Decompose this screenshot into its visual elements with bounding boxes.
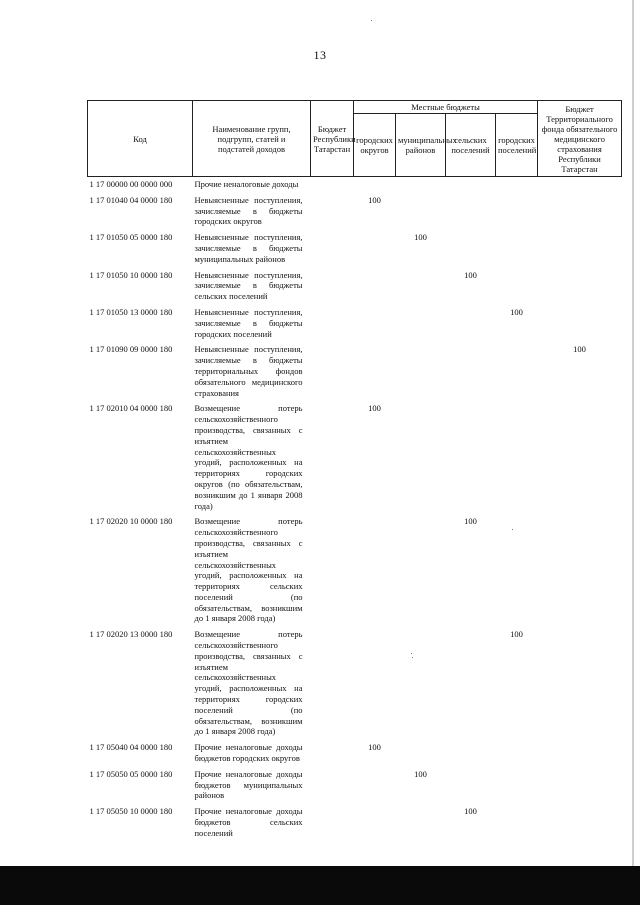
row-code: 1 17 05050 05 0000 180: [89, 768, 173, 779]
row-rural-settlements-value: 100: [464, 269, 477, 280]
row-health-fund-value: [538, 627, 622, 740]
row-municipal-districts-value: [396, 514, 446, 627]
table-body: [88, 177, 622, 842]
row-name: Невыясненные поступления, зачисляемые в бюджеты городских округов: [194, 194, 303, 227]
table-row: [88, 627, 622, 740]
row-city-districts-value: [354, 305, 396, 342]
row-name: Прочие неналоговые доходы бюджетов муниципальных районов: [194, 768, 303, 801]
table-row: [88, 193, 622, 230]
row-city-districts-value: [354, 514, 396, 627]
row-rural-settlements-value: [446, 627, 496, 740]
row-health-fund-value: [538, 401, 622, 514]
row-code: 1 17 02010 04 0000 180: [89, 403, 173, 414]
row-municipal-districts-value: [396, 740, 446, 767]
row-city-districts-value: [354, 177, 396, 193]
row-health-fund-value: [538, 740, 622, 767]
table-row: [88, 740, 622, 767]
row-health-fund-value: [538, 305, 622, 342]
row-urban-settlements-value: 100: [510, 629, 523, 640]
row-urban-settlements-value: [496, 514, 538, 627]
row-city-districts-value: [354, 268, 396, 305]
row-health-fund-value: [538, 193, 622, 230]
row-code: 1 17 01050 05 0000 180: [89, 232, 173, 243]
row-name: Возмещение потерь сельскохозяйственного производства, связанных с изъятием сельскохозяйственных угодий, расположенных на территориях сельских поселений (по обязательствам, возникшим до 1 января 2008 года): [194, 516, 303, 624]
row-republic-value: [311, 342, 354, 401]
row-health-fund-value: 100: [573, 344, 586, 355]
table-header: [88, 101, 622, 177]
row-city-districts-value: [354, 342, 396, 401]
row-city-districts-value: 100: [368, 742, 381, 753]
row-urban-settlements-value: [496, 767, 538, 804]
row-municipal-districts-value: [396, 305, 446, 342]
scan-bottom-border: [0, 866, 640, 905]
row-health-fund-value: [538, 177, 622, 193]
row-health-fund-value: [538, 767, 622, 804]
header-rural-settlements: сельских поселений: [446, 114, 496, 177]
scan-speck: [512, 529, 513, 530]
row-republic-value: [311, 305, 354, 342]
header-code: Код: [88, 101, 193, 177]
scan-speck: [371, 20, 372, 21]
row-city-districts-value: [354, 804, 396, 841]
row-rural-settlements-value: [446, 401, 496, 514]
row-name: Невыясненные поступления, зачисляемые в бюджеты городских поселений: [194, 306, 303, 339]
row-urban-settlements-value: [496, 342, 538, 401]
row-municipal-districts-value: [396, 268, 446, 305]
row-name: Прочие неналоговые доходы бюджетов городских округов: [194, 742, 303, 764]
row-name: Невыясненные поступления, зачисляемые в бюджеты муниципальных районов: [194, 232, 303, 264]
row-city-districts-value: 100: [368, 194, 381, 205]
row-republic-value: [311, 230, 354, 267]
row-republic-value: [311, 401, 354, 514]
header-local-budgets: Местные бюджеты: [354, 101, 538, 114]
row-code: 1 17 01090 09 0000 180: [89, 344, 173, 355]
header-urban-settlements: городских поселений: [496, 114, 538, 177]
row-republic-value: [311, 740, 354, 767]
row-urban-settlements-value: 100: [510, 306, 523, 317]
row-name: Прочие неналоговые доходы бюджетов сельских поселений: [194, 806, 303, 838]
row-republic-value: [311, 627, 354, 740]
row-urban-settlements-value: [496, 740, 538, 767]
row-urban-settlements-value: [496, 177, 538, 193]
header-name: Наименование групп, подгрупп, статей и подстатей доходов: [193, 101, 311, 177]
row-urban-settlements-value: [496, 230, 538, 267]
row-code: 1 17 01040 04 0000 180: [89, 194, 173, 205]
row-urban-settlements-value: [496, 401, 538, 514]
row-health-fund-value: [538, 514, 622, 627]
row-municipal-districts-value: 100: [414, 768, 427, 779]
row-code: 1 17 01050 13 0000 180: [89, 306, 173, 317]
row-republic-value: [311, 767, 354, 804]
scan-speck: [411, 653, 412, 654]
row-rural-settlements-value: [446, 230, 496, 267]
table-row: [88, 230, 622, 267]
table-row: [88, 342, 622, 401]
row-name: Невыясненные поступления, зачисляемые в бюджеты сельских поселений: [194, 269, 303, 302]
row-code: 1 17 00000 00 0000 000: [89, 179, 173, 189]
table-row: [88, 268, 622, 305]
header-health-fund-budget: Бюджет Территориального фонда обязательного медицинского страхования Республики Татарстан: [538, 101, 622, 177]
row-city-districts-value: [354, 230, 396, 267]
revenue-table-wrapper: [87, 100, 621, 842]
row-urban-settlements-value: [496, 268, 538, 305]
row-name: Невыясненные поступления, зачисляемые в бюджеты территориальных фондов обязательного медицинского страхования: [194, 344, 303, 398]
row-urban-settlements-value: [496, 193, 538, 230]
table-row: [88, 177, 622, 193]
row-republic-value: [311, 193, 354, 230]
row-municipal-districts-value: 100: [414, 232, 427, 243]
header-republic-budget: Бюджет Республики Татарстан: [311, 101, 354, 177]
row-health-fund-value: [538, 268, 622, 305]
table-row: [88, 401, 622, 514]
row-republic-value: [311, 514, 354, 627]
row-municipal-districts-value: [396, 401, 446, 514]
row-republic-value: [311, 804, 354, 841]
row-municipal-districts-value: [396, 177, 446, 193]
row-republic-value: [311, 177, 354, 193]
table-row: [88, 767, 622, 804]
page-number: 13: [313, 48, 327, 62]
row-city-districts-value: [354, 627, 396, 740]
row-code: 1 17 02020 10 0000 180: [89, 516, 173, 527]
row-city-districts-value: [354, 767, 396, 804]
row-municipal-districts-value: [396, 342, 446, 401]
table-row: [88, 305, 622, 342]
row-name: Возмещение потерь сельскохозяйственного производства, связанных с изъятием сельскохозяйственных угодий, расположенных на территориях городских поселений (по обязательствам, возникшим до 1 января 2008 года): [194, 629, 303, 737]
row-rural-settlements-value: [446, 342, 496, 401]
row-name: Прочие неналоговые доходы: [194, 179, 299, 189]
row-municipal-districts-value: [396, 627, 446, 740]
table-row: [88, 804, 622, 841]
row-code: 1 17 05050 10 0000 180: [89, 806, 173, 817]
row-code: 1 17 02020 13 0000 180: [89, 629, 173, 640]
row-health-fund-value: [538, 230, 622, 267]
revenue-distribution-table: [87, 100, 622, 842]
header-city-districts: городских округов: [354, 114, 396, 177]
scan-speck: [412, 657, 413, 658]
row-code: 1 17 01050 10 0000 180: [89, 269, 173, 280]
table-row: [88, 514, 622, 627]
scan-edge: [632, 0, 634, 866]
row-health-fund-value: [538, 804, 622, 841]
row-rural-settlements-value: [446, 305, 496, 342]
row-rural-settlements-value: [446, 193, 496, 230]
row-rural-settlements-value: [446, 767, 496, 804]
row-code: 1 17 05040 04 0000 180: [89, 742, 173, 753]
row-municipal-districts-value: [396, 804, 446, 841]
row-urban-settlements-value: [496, 804, 538, 841]
row-republic-value: [311, 268, 354, 305]
row-rural-settlements-value: 100: [464, 806, 477, 817]
row-rural-settlements-value: [446, 177, 496, 193]
row-municipal-districts-value: [396, 193, 446, 230]
header-municipal-districts: муниципальных районов: [396, 114, 446, 177]
row-rural-settlements-value: 100: [464, 516, 477, 527]
row-city-districts-value: 100: [368, 403, 381, 414]
row-rural-settlements-value: [446, 740, 496, 767]
row-name: Возмещение потерь сельскохозяйственного производства, связанных с изъятием сельскохозяйственных угодий, расположенных на территориях городских округов (по обязательствам, возникшим до 1 января 2008 года): [194, 403, 303, 511]
